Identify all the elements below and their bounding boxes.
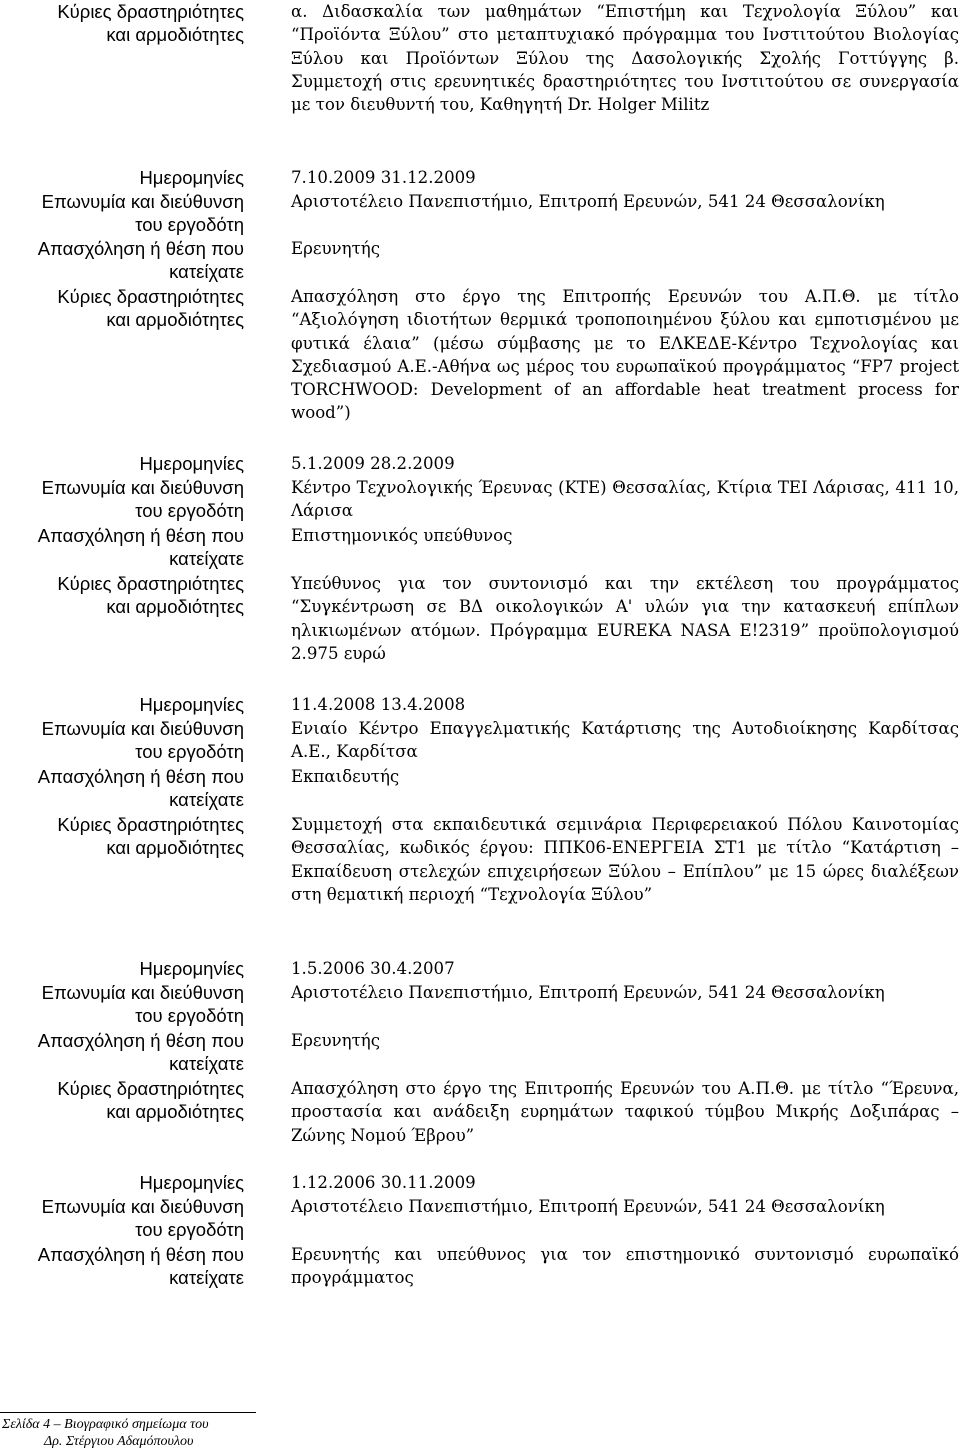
duties-label: Κύριες δραστηριότητες και αρμοδιότητες [0,813,244,859]
dates-label: Ημερομηνίες [0,1171,244,1194]
duties-value: Απασχόληση στο έργο της Επιτροπής Ερευνών του Α.Π.Θ. με τίτλο “Έρευνα, προστασία και ανάδειξη ευρημάτων ταφικού τύμβου Μικρής Δοξιπάρας – Ζώνης Νομού Έβρου” [291,1079,959,1145]
position-value: Ερευνητής και υπεύθυνος για τον επιστημονικό συντονισμό ευρωπαϊκό προγράμματος [291,1245,959,1288]
employer-value: Ενιαίο Κέντρο Επαγγελματικής Κατάρτισης της Αυτοδιοίκησης Καρδίτσας Α.Ε., Καρδίτσα [291,719,959,762]
duties-label: Κύριες δραστηριότητες και αρμοδιότητες [0,572,244,618]
footer-author: Δρ. Στέργιου Αδαμόπουλου [44,1434,194,1449]
position-label: Απασχόληση ή θέση που κατείχατε [0,1243,244,1289]
page-footer [0,1416,260,1450]
duties-value: α. Διδασκαλία των μαθημάτων “Επιστήμη και Τεχνολογία Ξύλου” και “Προϊόντα Ξύλου” στο μεταπτυχιακό πρόγραμμα του Ινστιτούτου Βιολογίας Ξύλου και Προϊόντων Ξύλου της Δασολογικής Σχολής Γοττύγγης β. Συμμετοχή στις ερευνητικές δραστηριότητες του Ινστιτούτου σε συνεργασία με τον διευθυντή του, Καθηγητή Dr. Holger Militz [291,2,959,115]
dates-label: Ημερομηνίες [0,452,244,475]
dates-value: 5.1.2009 28.2.2009 [291,454,455,473]
duties-value: Απασχόληση στο έργο της Επιτροπής Ερευνών του Α.Π.Θ. με τίτλο “Αξιολόγηση ιδιοτήτων θερμικά τροποποιημένου ξύλου και εμποτισμένου με φυτικά έλαια” (μέσω σύμβασης με το ΕΛΚΕΔΕ-Κέντρο Τεχνολογίας και Σχεδιασμού Α.Ε.-Αθήνα ως μέρος του ευρωπαϊκού προγράμματος “FP7 project TORCHWOOD: Development of an affordable heat treatment process for wood”) [291,287,959,423]
position-value: Εκπαιδευτής [291,767,400,786]
position-value: Ερευνητής [291,239,380,258]
position-label: Απασχόληση ή θέση που κατείχατε [0,524,244,570]
position-label: Απασχόληση ή θέση που κατείχατε [0,765,244,811]
dates-label: Ημερομηνίες [0,693,244,716]
position-label: Απασχόληση ή θέση που κατείχατε [0,237,244,283]
employer-value: Αριστοτέλειο Πανεπιστήμιο, Επιτροπή Ερευνών, 541 24 Θεσσαλονίκη [291,1197,885,1216]
footer-page-label: Σελίδα 4 – Βιογραφικό σημείωμα του [2,1417,209,1432]
dates-value: 11.4.2008 13.4.2008 [291,695,466,714]
dates-label: Ημερομηνίες [0,957,244,980]
duties-label: Κύριες δραστηριότητες και αρμοδιότητες [0,285,244,331]
employer-label: Επωνυμία και διεύθυνση του εργοδότη [0,981,244,1027]
duties-value: Υπεύθυνος για τον συντονισμό και την εκτέλεση του προγράμματος “Συγκέντρωση σε ΒΔ οικολογικών Α' υλών για την κατασκευή επίπλων ηλικιωμένων ατόμων. Πρόγραμμα EUREKA NASA E!2319” προϋπολογισμού 2.975 ευρώ [291,574,959,663]
dates-value: 1.5.2006 30.4.2007 [291,959,455,978]
employer-label: Επωνυμία και διεύθυνση του εργοδότη [0,190,244,236]
employer-label: Επωνυμία και διεύθυνση του εργοδότη [0,476,244,522]
employer-value: Αριστοτέλειο Πανεπιστήμιο, Επιτροπή Ερευνών, 541 24 Θεσσαλονίκη [291,192,885,211]
employer-label: Επωνυμία και διεύθυνση του εργοδότη [0,1195,244,1241]
dates-value: 1.12.2006 30.11.2009 [291,1173,476,1192]
duties-value: Συμμετοχή στα εκπαιδευτικά σεμινάρια Περιφερειακού Πόλου Καινοτομίας Θεσσαλίας, κωδικός έργου: ΠΠΚ06-ΕΝΕΡΓΕΙΑ ΣΤ1 με τίτλο “Κατάρτιση – Εκπαίδευση στελεχών επιχειρήσεων Ξύλου – Επίπλου” με 15 ώρες διαλέξεων στη θεματική περιοχή “Τεχνολογία Ξύλου” [291,815,959,904]
duties-label: Κύριες δραστηριότητες και αρμοδιότητες [0,0,244,46]
employer-value: Κέντρο Τεχνολογικής Έρευνας (ΚΤΕ) Θεσσαλίας, Κτίρια ΤΕΙ Λάρισας, 411 10, Λάρισα [291,478,959,521]
dates-value: 7.10.2009 31.12.2009 [291,168,476,187]
position-value: Επιστημονικός υπεύθυνος [291,526,513,545]
employer-label: Επωνυμία και διεύθυνση του εργοδότη [0,717,244,763]
employer-value: Αριστοτέλειο Πανεπιστήμιο, Επιτροπή Ερευνών, 541 24 Θεσσαλονίκη [291,983,885,1002]
duties-label: Κύριες δραστηριότητες και αρμοδιότητες [0,1077,244,1123]
dates-label: Ημερομηνίες [0,166,244,189]
position-value: Ερευνητής [291,1031,380,1050]
footer-divider [0,1412,256,1413]
position-label: Απασχόληση ή θέση που κατείχατε [0,1029,244,1075]
